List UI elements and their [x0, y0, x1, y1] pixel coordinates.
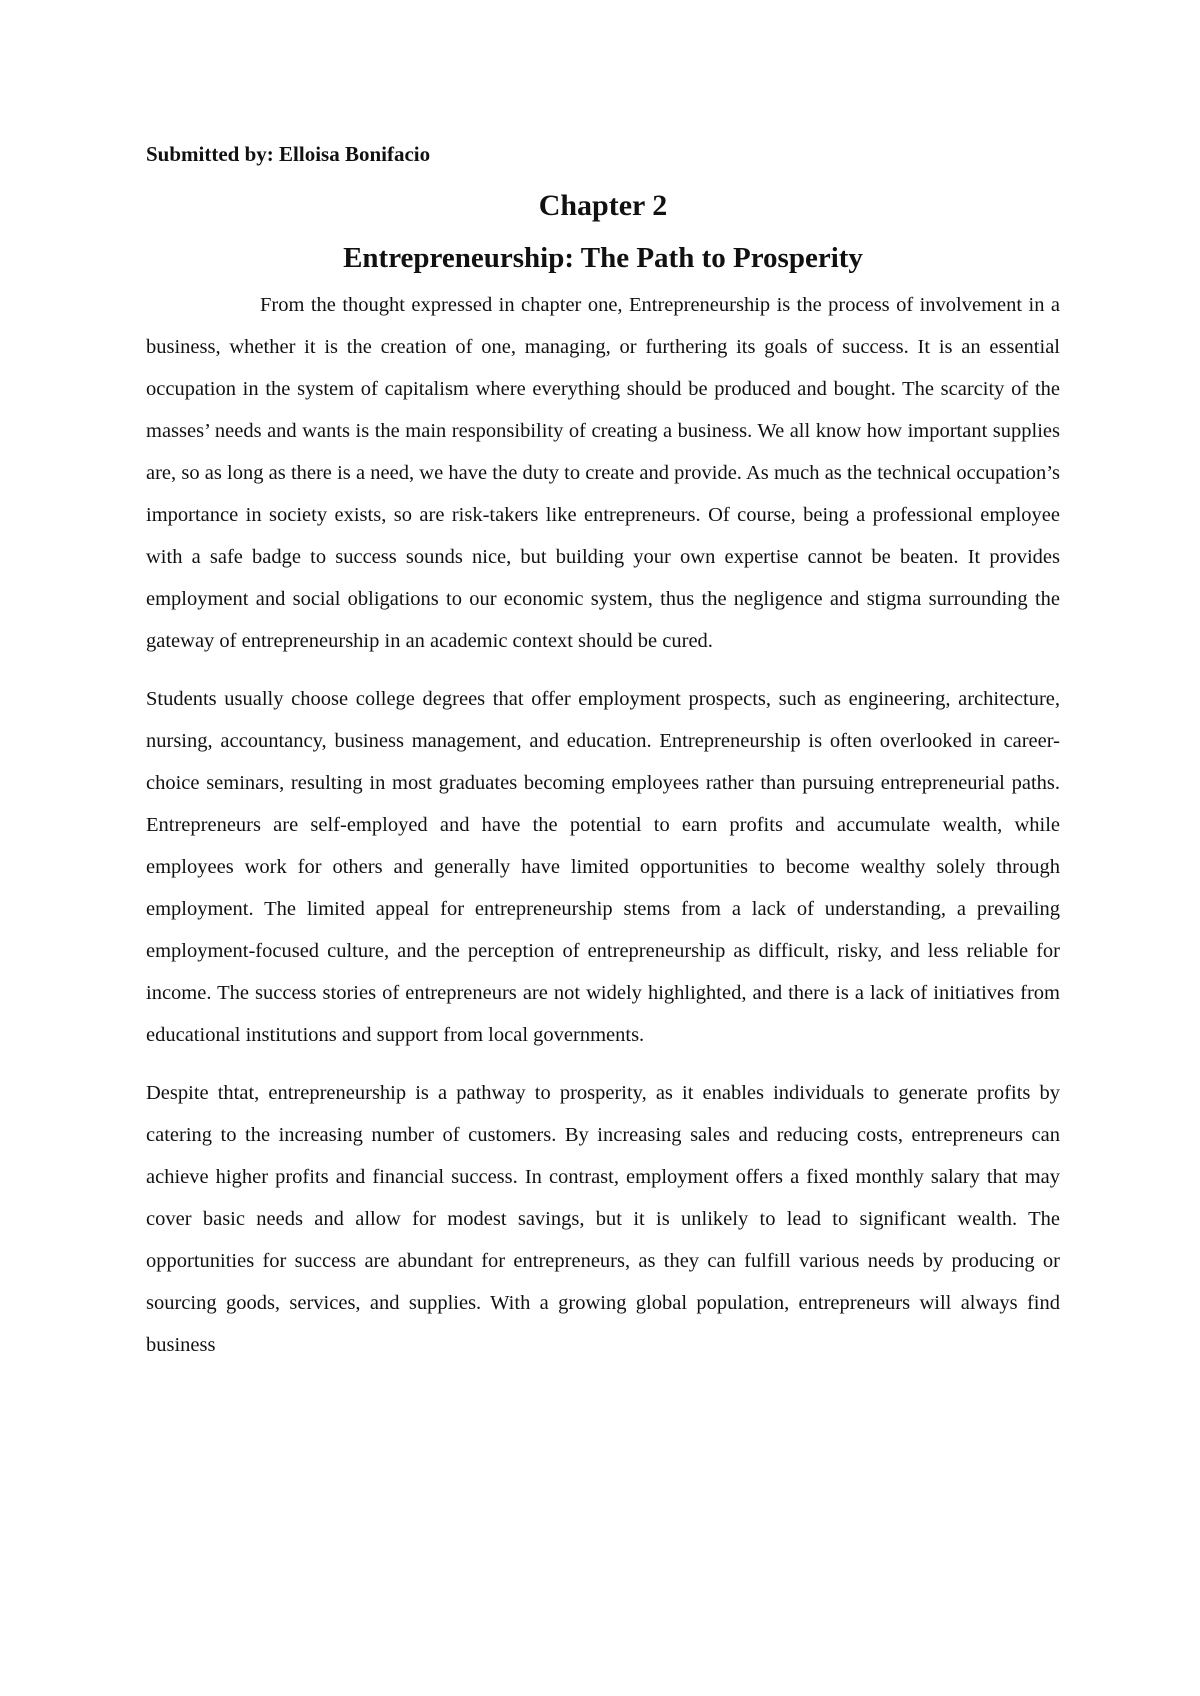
paragraph-3: Despite thtat, entrepreneurship is a pathway to prosperity, as it enables individuals to generate profits by catering to the increasing number of customers. By increasing sales and reducing costs, entrepreneurs can achieve higher profits and financial success. In contrast, employment offers a fixed monthly salary that may cover basic needs and allow for modest savings, but it is unlikely to lead to significant wealth. The opportunities for success are abundant for entrepreneurs, as they can fulfill various needs by producing or sourcing goods, services, and supplies. With a growing global population, entrepreneurs will always find business: [146, 1082, 1060, 1356]
document-page: [146, 140, 1060, 1382]
chapter-heading: Chapter 2: [538, 189, 668, 222]
chapter-title: Entrepreneurship: The Path to Prosperity: [343, 242, 863, 274]
submitted-by-line: Submitted by: Elloisa Bonifacio: [146, 142, 431, 166]
paragraph-2: Students usually choose college degrees that offer employment prospects, such as engineering, architecture, nursing, accountancy, business management, and education. Entrepreneurship is often overlooked in career-choice seminars, resulting in most graduates becoming employees rather than pursuing entrepreneurial paths. Entrepreneurs are self-employed and have the potential to earn profits and accumulate wealth, while employees work for others and generally have limited opportunities to become wealthy solely through employment. The limited appeal for entrepreneurship stems from a lack of understanding, a prevailing employment-focused culture, and the perception of entrepreneurship as difficult, risky, and less reliable for income. The success stories of entrepreneurs are not widely highlighted, and there is a lack of initiatives from educational institutions and support from local governments.: [146, 688, 1060, 1046]
paragraph-1: From the thought expressed in chapter one, Entrepreneurship is the process of involvement in a business, whether it is the creation of one, managing, or furthering its goals of success. It is an essential occupation in the system of capitalism where everything should be produced and bought. The scarcity of the masses’ needs and wants is the main responsibility of creating a business. We all know how important supplies are, so as long as there is a need, we have the duty to create and provide. As much as the technical occupation’s importance in society exists, so are risk-takers like entrepreneurs. Of course, being a professional employee with a safe badge to success sounds nice, but building your own expertise cannot be beaten. It provides employment and social obligations to our economic system, thus the negligence and stigma surrounding the gateway of entrepreneurship in an academic context should be cured.: [146, 294, 1060, 652]
